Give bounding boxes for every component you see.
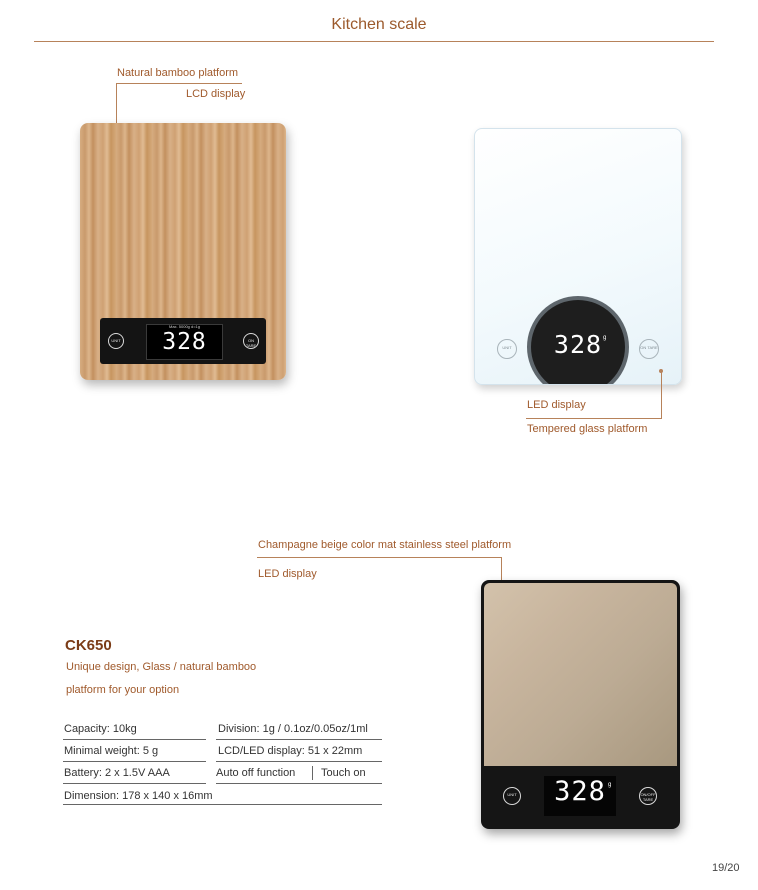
bamboo-lcd-screen	[146, 324, 223, 360]
title-rule	[34, 41, 714, 42]
bamboo-tare-button	[243, 333, 259, 349]
page-title: Kitchen scale	[331, 16, 427, 33]
steel-platform	[484, 583, 677, 766]
glass-platform-label: Tempered glass platform	[527, 423, 648, 435]
spec-rule-3a	[63, 783, 206, 784]
steel-leader-horizontal	[257, 557, 501, 558]
bamboo-leader-horizontal	[116, 83, 242, 84]
spec-min-weight: Minimal weight: 5 g	[64, 745, 159, 757]
page-number: 19/20	[712, 862, 740, 874]
steel-unit-symbol: g	[608, 782, 612, 788]
steel-unit-button-label: UNIT	[507, 792, 517, 797]
steel-tare-button-label: ON/OFF TARE	[640, 792, 656, 802]
glass-unit-symbol: g	[603, 335, 607, 341]
glass-unit-button	[497, 339, 517, 359]
spec-battery: Battery: 2 x 1.5V AAA	[64, 767, 170, 779]
steel-led-reading: 328	[554, 776, 606, 807]
spec-rule-1a	[63, 739, 206, 740]
spec-touch: Touch on	[321, 767, 366, 779]
steel-tare-button	[639, 787, 657, 805]
spec-dimension: Dimension: 178 x 140 x 16mm	[64, 790, 213, 802]
product-description-line2: platform for your option	[66, 684, 180, 696]
glass-unit-button-label: UNIT	[502, 345, 512, 350]
steel-display-label: LED display	[258, 568, 317, 580]
steel-scale-image	[481, 580, 680, 829]
glass-led-dial	[527, 296, 629, 385]
glass-scale-image	[474, 128, 682, 385]
bamboo-unit-button	[108, 333, 124, 349]
steel-led-screen	[544, 776, 616, 816]
steel-platform-label: Champagne beige color mat stainless steel platform	[258, 539, 512, 551]
product-description-line1: Unique design, Glass / natural bamboo	[66, 661, 257, 673]
bamboo-tare-button-label: ON TARE	[245, 338, 257, 348]
bamboo-lcd-small-text: Max. 5000g d=1g	[168, 324, 201, 329]
spec-rule-2b	[216, 761, 382, 762]
spec-capacity: Capacity: 10kg	[64, 723, 137, 735]
spec-display-size: LCD/LED display: 51 x 22mm	[218, 745, 363, 757]
glass-led-reading: 328	[553, 330, 603, 359]
spec-rule-1b	[216, 739, 382, 740]
bamboo-unit-button-label: UNIT	[111, 338, 121, 343]
glass-leader-horizontal	[526, 418, 662, 419]
spec-division: Division: 1g / 0.1oz/0.05oz/1ml	[218, 723, 368, 735]
glass-tare-button-label: ON TARE	[640, 345, 658, 350]
product-model: CK650	[65, 637, 112, 654]
bamboo-scale-image	[80, 123, 286, 380]
spec-rule-2a	[63, 761, 206, 762]
spec-rule-3b	[216, 783, 382, 784]
glass-tare-button	[639, 339, 659, 359]
bamboo-platform-label: Natural bamboo platform	[117, 67, 239, 79]
bamboo-lcd-reading: 328	[162, 329, 207, 355]
spec-divider	[312, 766, 313, 780]
steel-unit-button	[503, 787, 521, 805]
glass-display-label: LED display	[527, 399, 586, 411]
bamboo-lcd-panel	[100, 318, 266, 364]
spec-auto-off: Auto off function	[216, 767, 296, 779]
bamboo-display-label: LCD display	[186, 88, 246, 100]
spec-rule-4	[63, 804, 382, 805]
glass-leader-vertical	[661, 371, 662, 419]
